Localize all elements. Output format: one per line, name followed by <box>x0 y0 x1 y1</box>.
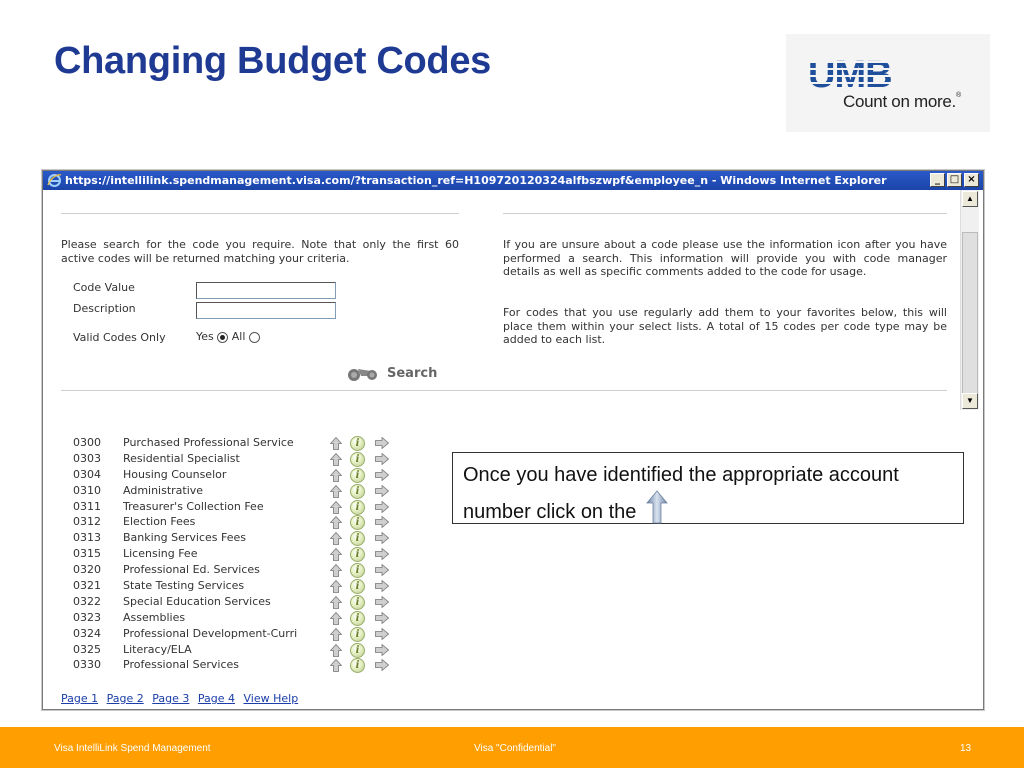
select-right-arrow-icon[interactable] <box>375 516 389 528</box>
logo-mark: UMB <box>808 54 892 96</box>
code-number: 0311 <box>73 499 101 513</box>
select-right-arrow-icon[interactable] <box>375 548 389 560</box>
add-favorite-up-arrow-icon[interactable] <box>330 628 342 641</box>
code-description: Residential Specialist <box>123 451 240 465</box>
code-value-input[interactable] <box>196 282 336 299</box>
info-icon[interactable]: i <box>350 643 365 658</box>
info-icon[interactable]: i <box>350 452 365 467</box>
code-description: Assemblies <box>123 610 186 624</box>
valid-codes-options <box>196 330 260 343</box>
code-description: Literacy/ELA <box>123 642 192 656</box>
page-number: 13 <box>960 743 972 754</box>
page-3-link[interactable]: Page 3 <box>152 692 190 705</box>
add-favorite-up-arrow-icon[interactable] <box>330 485 342 498</box>
pagination <box>61 692 303 705</box>
code-description: Professional Services <box>123 658 239 672</box>
divider <box>503 213 947 214</box>
code-description: Special Education Services <box>123 594 271 608</box>
all-label: All <box>231 330 246 343</box>
select-right-arrow-icon[interactable] <box>375 644 389 656</box>
scroll-thumb[interactable] <box>962 232 978 396</box>
add-favorite-up-arrow-icon[interactable] <box>330 469 342 482</box>
info-icon[interactable]: i <box>350 547 365 562</box>
code-description: Purchased Professional Service <box>123 436 294 449</box>
browser-titlebar <box>43 171 983 190</box>
info-icon[interactable]: i <box>350 658 365 673</box>
page-1-link[interactable]: Page 1 <box>61 692 99 705</box>
info-icon[interactable]: i <box>350 468 365 483</box>
code-number: 0325 <box>73 642 101 656</box>
code-description: Housing Counselor <box>123 467 227 481</box>
code-number: 0300 <box>73 436 101 449</box>
code-number: 0310 <box>73 483 101 497</box>
yes-label: Yes <box>196 330 214 343</box>
add-favorite-up-arrow-icon[interactable] <box>330 644 342 657</box>
add-favorite-up-arrow-icon[interactable] <box>330 453 342 466</box>
info-icon[interactable]: i <box>350 611 365 626</box>
browser-content <box>43 190 959 709</box>
code-number: 0321 <box>73 579 101 593</box>
search-instructions: Please search for the code you require. Note that only the first 60 active codes will be returned matching your criteria. <box>61 238 459 265</box>
select-right-arrow-icon[interactable] <box>375 659 389 671</box>
internet-explorer-icon <box>47 173 62 188</box>
umb-logo <box>786 34 990 132</box>
add-favorite-up-arrow-icon[interactable] <box>330 532 342 545</box>
code-number: 0312 <box>73 515 101 529</box>
add-favorite-up-arrow-icon[interactable] <box>330 596 342 609</box>
code-number: 0320 <box>73 563 101 577</box>
window-controls <box>930 173 979 188</box>
code-description: Professional Ed. Services <box>123 563 260 577</box>
code-description: Administrative <box>123 483 204 497</box>
select-right-arrow-icon[interactable] <box>375 564 389 576</box>
code-description: Professional Development-Curri <box>123 626 298 640</box>
code-value-label: Code Value <box>73 281 135 294</box>
select-right-arrow-icon[interactable] <box>375 453 389 465</box>
select-right-arrow-icon[interactable] <box>375 580 389 592</box>
add-favorite-up-arrow-icon[interactable] <box>330 516 342 529</box>
browser-window <box>42 170 984 710</box>
close-button[interactable]: × <box>964 173 979 187</box>
slide-title: Changing Budget Codes <box>54 40 492 82</box>
select-right-arrow-icon[interactable] <box>375 437 389 449</box>
page-4-link[interactable]: Page 4 <box>197 692 235 705</box>
info-icon[interactable]: i <box>350 515 365 530</box>
code-description: Licensing Fee <box>123 547 198 561</box>
info-icon[interactable]: i <box>350 436 365 451</box>
info-icon[interactable]: i <box>350 563 365 578</box>
select-right-arrow-icon[interactable] <box>375 612 389 624</box>
code-number: 0315 <box>73 547 101 561</box>
vertical-scrollbar[interactable] <box>960 190 979 410</box>
description-input[interactable] <box>196 302 336 319</box>
code-number: 0323 <box>73 610 101 624</box>
select-right-arrow-icon[interactable] <box>375 469 389 481</box>
select-right-arrow-icon[interactable] <box>375 532 389 544</box>
info-icon[interactable]: i <box>350 500 365 515</box>
code-description: State Testing Services <box>123 579 245 593</box>
info-icon[interactable]: i <box>350 595 365 610</box>
yes-radio[interactable] <box>217 332 228 343</box>
code-number: 0330 <box>73 658 101 672</box>
code-number: 0303 <box>73 451 101 465</box>
callout-text: Once you have identified the appropriate account number click on the <box>463 464 899 523</box>
page-2-link[interactable]: Page 2 <box>106 692 144 705</box>
info-icon[interactable]: i <box>350 627 365 642</box>
favorites-paragraph: For codes that you use regularly add them to your favorites below, this will place them within your select lists. A total of 15 codes per code type may be added to each list. <box>503 306 947 346</box>
add-favorite-up-arrow-icon[interactable] <box>330 564 342 577</box>
search-button[interactable] <box>345 364 437 382</box>
search-label: Search <box>387 365 438 381</box>
description-label: Description <box>73 302 136 315</box>
footer-middle: Visa "Confidential" <box>474 743 556 754</box>
add-favorite-up-arrow-icon[interactable] <box>330 580 342 593</box>
instruction-callout <box>452 452 964 524</box>
info-icon[interactable]: i <box>350 531 365 546</box>
info-icon[interactable]: i <box>350 484 365 499</box>
code-number: 0324 <box>73 626 101 640</box>
all-radio[interactable] <box>249 332 260 343</box>
up-arrow-icon <box>646 490 668 524</box>
maximize-button[interactable]: □ <box>947 173 962 187</box>
select-right-arrow-icon[interactable] <box>375 485 389 497</box>
info-paragraph: If you are unsure about a code please use the information icon after you have performed a search. This information will provide you with code manager details as well as specific comments added to the code for usage. <box>503 238 947 278</box>
code-description: Election Fees <box>123 515 196 529</box>
browser-title: https://intellilink.spendmanagement.visa.com/?transaction_ref=H109720120324alfbszwpf&employee_n - Windows Internet Explorer <box>65 174 887 187</box>
logo-tagline: Count on more.® <box>843 92 961 111</box>
add-favorite-up-arrow-icon[interactable] <box>330 501 342 514</box>
add-favorite-up-arrow-icon[interactable] <box>330 612 342 625</box>
add-favorite-up-arrow-icon[interactable] <box>330 548 342 561</box>
footer-left: Visa IntelliLink Spend Management <box>54 743 211 754</box>
view-help-link[interactable]: View Help <box>243 692 299 705</box>
code-number: 0313 <box>73 531 101 545</box>
select-right-arrow-icon[interactable] <box>375 628 389 640</box>
divider <box>61 390 947 391</box>
scroll-down-arrow-icon[interactable]: ▼ <box>962 393 978 409</box>
valid-codes-label: Valid Codes Only <box>73 331 166 344</box>
divider <box>61 213 459 214</box>
info-icon[interactable]: i <box>350 579 365 594</box>
slide-footer <box>0 727 1024 768</box>
select-right-arrow-icon[interactable] <box>375 596 389 608</box>
add-favorite-up-arrow-icon[interactable] <box>330 659 342 672</box>
code-number: 0304 <box>73 467 101 481</box>
minimize-button[interactable]: _ <box>930 173 945 187</box>
code-description: Banking Services Fees <box>123 531 247 545</box>
scroll-up-arrow-icon[interactable]: ▲ <box>962 191 978 207</box>
add-favorite-up-arrow-icon[interactable] <box>330 437 342 450</box>
code-number: 0322 <box>73 594 101 608</box>
select-right-arrow-icon[interactable] <box>375 501 389 513</box>
code-description: Treasurer's Collection Fee <box>123 499 264 513</box>
binoculars-icon <box>345 364 381 382</box>
